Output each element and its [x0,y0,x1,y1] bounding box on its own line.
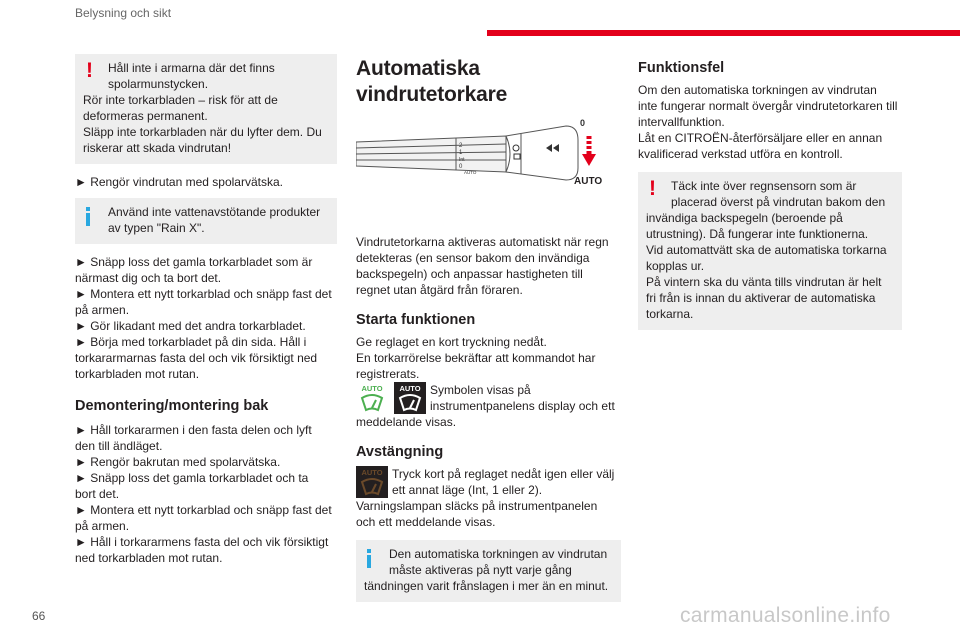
stalk-label-1: 1 [459,150,463,156]
body-text-line: meddelande visas. [356,415,457,429]
stop-heading: Avstängning [356,444,444,460]
step-text: på armen. [75,303,130,317]
body-text-line: kvalificerad verkstad utföra en kontroll. [638,147,843,161]
step-text: ► Montera ett nytt torkarblad och snäpp fast det [75,287,332,301]
body-text-line: Symbolen visas på [430,383,531,397]
rear-wiper-steps [75,422,337,566]
step-text: ► Håll i torkararmens fasta del och vik försiktigt [75,535,329,549]
push-down-arrow-icon [582,136,596,166]
warning-text-line: spolarmunstycken. [108,77,209,91]
page-title: Automatiska vindrutetorkare [356,57,508,106]
info-box-reactivation [356,540,621,602]
auto-wiper-black-icon [394,382,426,414]
page-number: 66 [32,609,46,623]
body-text-line: regnet utan åtgärd från föraren. [356,283,523,297]
fault-paragraph [638,82,902,162]
fault-heading: Funktionsfel [638,60,725,76]
info-icon [367,549,371,568]
step-text: ► Börja med torkarbladet på din sida. Håll i [75,335,307,349]
auto-tile-label: AUTO [361,384,383,393]
column-middle [356,54,621,602]
warning-text-line: invändiga backspegeln (beroende på [646,211,843,225]
step-text: ned torkarbladen mot rutan. [75,551,223,565]
body-text-line: inte fungerar normalt övergår vindrutetorkaren till [638,99,898,113]
body-text-line: Tryck kort på reglaget nedåt igen eller välj [392,467,615,481]
step-text: ► Snäpp loss det gamla torkarbladet och ta [75,471,309,485]
body-text-line: ett annat läge (Int, 1 eller 2). [392,483,543,497]
rear-wiper-heading: Demontering/montering bak [75,398,269,414]
intro-paragraph [356,234,621,298]
header-accent-bar [487,30,960,36]
warning-text-line: utrustning). Då fungerar inte funktionerna. [646,227,869,241]
auto-wiper-off-icon [356,466,388,498]
step-text: den till ändläget. [75,439,163,453]
body-text-line: En torkarrörelse bekräftar att kommandot har [356,351,596,365]
step-text: ► Gör likadant med det andra torkarbladet. [75,319,306,333]
warning-text-line: fri från is innan du aktiverar de automatiska [646,291,876,305]
step-text: torkararmarnas fasta del och vik försiktigt ned [75,351,318,365]
warning-text-line: kopplas ur. [646,259,705,273]
section-header-title: Belysning och sikt [75,6,172,20]
step-text: på armen. [75,519,130,533]
info-text-line: Den automatiska torkningen av vindrutan [389,547,608,561]
warning-text-line: Rör inte torkarbladen – risk för att de [83,93,278,107]
warning-exclamation-icon: ! [86,59,93,82]
step-text: ► Håll torkararmen i den fasta delen och lyft [75,423,312,437]
warning-text-line: Vid automattvätt ska de automatiska torkarna [646,243,887,257]
stop-symbol-row [356,466,621,498]
body-text-line: och ett meddelande visas. [356,515,496,529]
step-text: bort det. [75,487,120,501]
warning-box-sensor [638,172,902,330]
info-text-line: måste aktiveras på nytt varje gång [389,563,572,577]
auto-tile-label: AUTO [399,384,421,393]
warning-text-line: riskerar att skada vindrutan! [83,141,232,155]
info-text-line: Använd inte vattenavstötande produkter [108,205,321,219]
body-text-line: Vindrutetorkarna aktiveras automatiskt när regn [356,235,609,249]
stalk-label-auto-large: AUTO [574,176,603,187]
warning-text-line: Håll inte i armarna där det finns [108,61,275,75]
info-box [75,198,337,244]
stalk-label-int: Int [459,157,465,163]
info-text-line: av typen "Rain X". [108,221,205,235]
body-text-line: Låt en CITROËN-återförsäljare eller en annan [638,131,883,145]
body-text-line: Om den automatiska torkningen av vindrutan [638,83,877,97]
auto-tile-label: AUTO [361,468,383,477]
body-text-line: detekteras (en sensor bakom den invändiga [356,251,590,265]
warning-text-line: Täck inte över regnsensorn som är [671,179,857,193]
stalk-top-label-0: 0 [580,118,586,128]
warning-exclamation-icon: ! [649,177,656,200]
warning-text-line: På vintern ska du vänta tills vindrutan är helt [646,275,882,289]
warning-box [75,54,337,164]
body-text-line: backspegeln) och anpassar hastigheten till [356,267,583,281]
step-clean-windscreen: ► Rengör vindrutan med spolarvätska. [75,175,283,189]
stalk-label-auto: AUTO [464,170,477,175]
stalk-label-2: 2 [459,143,463,149]
column-right [638,54,902,330]
body-text-line: intervallfunktion. [638,115,725,129]
step-text: närmast dig och ta bort det. [75,271,222,285]
body-text-line: Varningslampan släcks på instrumentpanelen [356,499,598,513]
step-text: ► Rengör bakrutan med spolarvätska. [75,455,281,469]
body-text-line: instrumentpanelens display och ett [430,399,615,413]
step-text: ► Snäpp loss det gamla torkarbladet som är [75,255,313,269]
warning-text-line: placerad överst på vindrutan bakom den [671,195,886,209]
warning-text-line: torkarna. [646,307,694,321]
warning-text-line: Släpp inte torkarbladen när du lyfter dem. Du [83,125,322,139]
auto-symbol-row [356,382,621,414]
wiper-stalk-illustration [356,114,621,204]
column-left [75,54,337,566]
auto-wiper-green-icon [356,382,388,414]
stalk-label-0: 0 [459,164,463,170]
body-text-line: registrerats. [356,367,420,381]
step-text: ► Montera ett nytt torkarblad och snäpp fast det [75,503,332,517]
info-text-line: tändningen varit frånslagen i mer än en minut. [364,579,609,593]
body-text-line: Ge reglaget en kort tryckning nedåt. [356,335,547,349]
step-text: torkarbladen mot rutan. [75,367,200,381]
front-wiper-steps [75,254,337,382]
info-icon [86,207,90,226]
start-heading: Starta funktionen [356,312,476,328]
warning-text-line: deformeras permanent. [83,109,208,123]
watermark-link[interactable]: carmanualsonline.info [680,604,891,627]
